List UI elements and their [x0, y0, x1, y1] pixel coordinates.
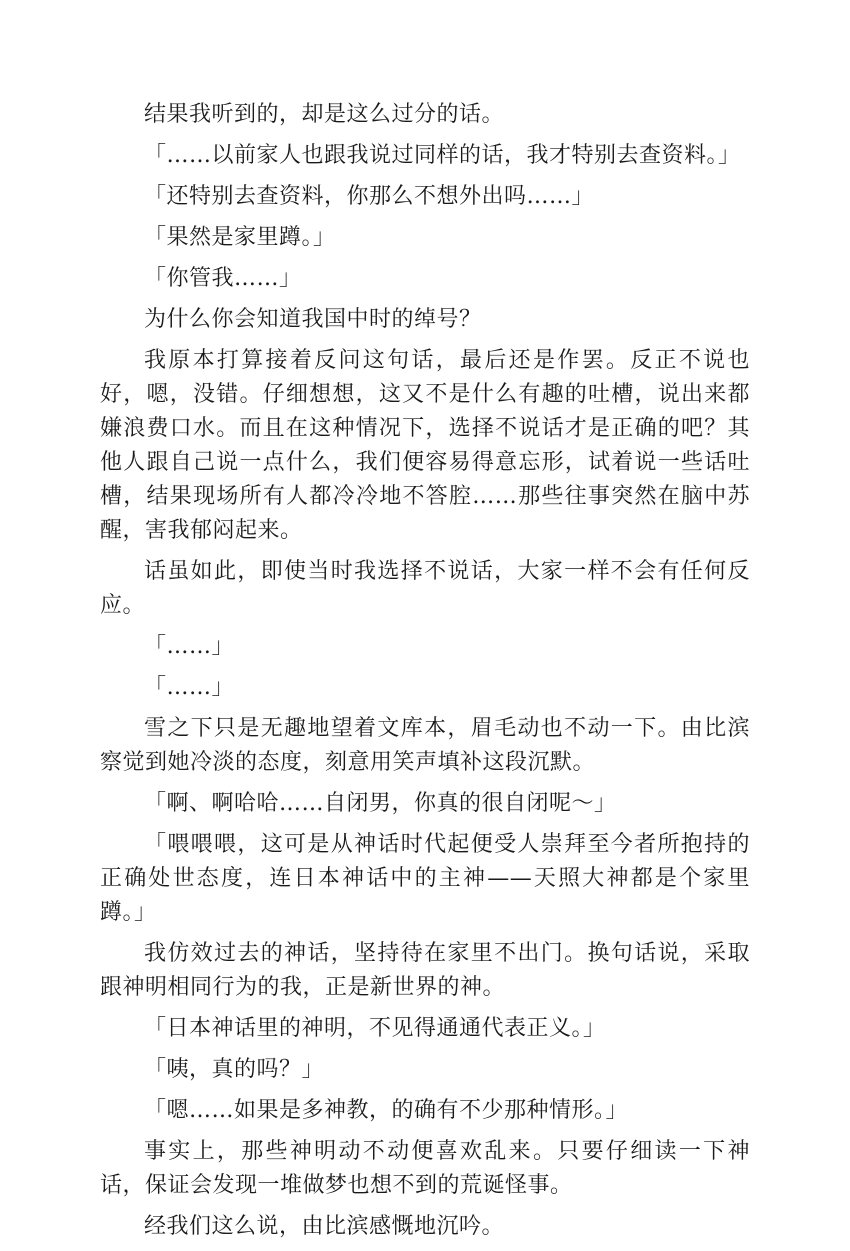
paragraph: 「你管我……」: [144, 266, 302, 291]
paragraph: 「啊、啊哈哈……自闭男，你真的很自闭呢～」: [144, 791, 617, 816]
paragraph: 「还特别去查资料，你那么不想外出吗……」: [144, 184, 595, 209]
paragraph: 雪之下只是无趣地望着文库本，眉毛动也不动一下。由比滨察觉到她冷淡的态度，刻意用笑声填补这段沉默。: [100, 716, 750, 775]
paragraph: 「……以前家人也跟我说过同样的话，我才特别去查资料。」: [144, 143, 741, 168]
paragraph: 结果我听到的，却是这么过分的话。: [144, 102, 505, 127]
paragraph: 「……」: [144, 675, 235, 700]
paragraph: 为什么你会知道我国中时的绰号？: [144, 307, 482, 332]
body-text: [100, 98, 750, 1251]
paragraph: 「嗯……如果是多神教，的确有不少那种情形。」: [144, 1098, 629, 1123]
paragraph: 话虽如此，即使当时我选择不说话，大家一样不会有任何反应。: [100, 559, 750, 618]
paragraph: 「……」: [144, 634, 235, 659]
paragraph: 「咦，真的吗？」: [144, 1057, 325, 1082]
paragraph: 我仿效过去的神话，坚持待在家里不出门。换句话说，采取跟神明相同行为的我，正是新世界的神。: [100, 941, 750, 1000]
paragraph: 「喂喂喂，这可是从神话时代起便受人崇拜至今者所抱持的正确处世态度，连日本神话中的主神——天照大神都是个家里蹲。」: [100, 832, 750, 925]
paragraph: 「日本神话里的神明，不见得通通代表正义。」: [144, 1016, 606, 1041]
paragraph: 经我们这么说，由比滨感慨地沉吟。: [144, 1214, 505, 1239]
paragraph: 事实上，那些神明动不动便喜欢乱来。只要仔细读一下神话，保证会发现一堆做梦也想不到的荒诞怪事。: [100, 1139, 750, 1198]
paragraph: 我原本打算接着反问这句话，最后还是作罢。反正不说也好，嗯，没错。仔细想想，这又不是什么有趣的吐槽，说出来都嫌浪费口水。而且在这种情况下，选择不说话才是正确的吧？其他人跟自己说一点什么，我们便容易得意忘形，试着说一些话吐槽，结果现场所有人都冷冷地不答腔……那些往事突然在脑中苏醒，害我郁闷起来。: [100, 348, 750, 543]
paragraph: 「果然是家里蹲。」: [144, 225, 336, 250]
